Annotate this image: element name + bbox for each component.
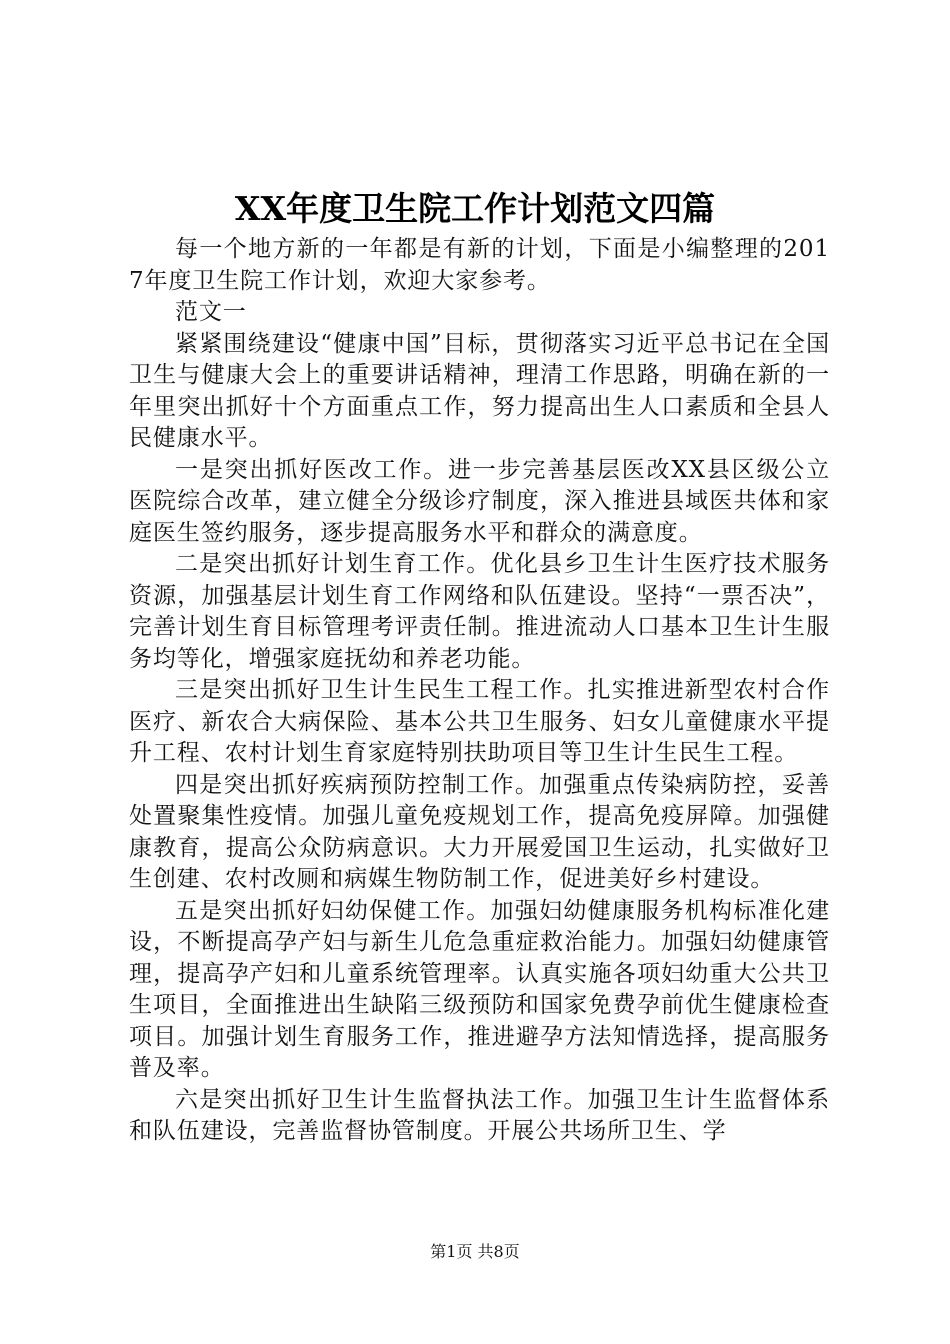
body-paragraph: 三是突出抓好卫生计生民生工程工作。扎实推进新型农村合作医疗、新农合大病保险、基本公共卫生服务、妇女儿童健康水平提升工程、农村计划生育家庭特别扶助项目等卫生计生民生工程。: [129, 677, 830, 766]
section-heading: 范文一: [175, 299, 247, 325]
body-paragraph: 五是突出抓好妇幼保健工作。加强妇幼健康服务机构标准化建设，不断提高孕产妇与新生儿危急重症救治能力。加强妇幼健康管理，提高孕产妇和儿童系统管理率。认真实施各项妇幼重大公共卫生项目，全面推进出生缺陷三级预防和国家免费孕前优生健康检查项目。加强计划生育服务工作，推进避孕方法知情选择，提高服务普及率。: [129, 897, 830, 1081]
page-footer: 第1页 共8页: [430, 1242, 520, 1261]
intro-paragraph: 每一个地方新的一年都是有新的计划，下面是小编整理的2017年度卫生院工作计划，欢迎大家参考。: [129, 236, 830, 294]
document-body: [129, 234, 830, 1148]
body-paragraph: 二是突出抓好计划生育工作。优化县乡卫生计生医疗技术服务资源，加强基层计划生育工作网络和队伍建设。坚持“一票否决”，完善计划生育目标管理考评责任制。推进流动人口基本卫生计生服务均等化，增强家庭抚幼和养老功能。: [129, 551, 830, 672]
body-paragraph: 紧紧围绕建设“健康中国”目标，贯彻落实习近平总书记在全国卫生与健康大会上的重要讲话精神，理清工作思路，明确在新的一年里突出抓好十个方面重点工作，努力提高出生人口素质和全县人民健康水平。: [129, 330, 830, 451]
document-title: XX年度卫生院工作计划范文四篇: [234, 189, 716, 228]
body-paragraph: 六是突出抓好卫生计生监督执法工作。加强卫生计生监督体系和队伍建设，完善监督协管制度。开展公共场所卫生、学: [129, 1086, 830, 1144]
body-paragraph: 四是突出抓好疾病预防控制工作。加强重点传染病防控，妥善处置聚集性疫情。加强儿童免疫规划工作，提高免疫屏障。加强健康教育，提高公众防病意识。大力开展爱国卫生运动，扎实做好卫生创建、农村改厕和病媒生物防制工作，促进美好乡村建设。: [129, 771, 830, 892]
body-paragraph: 一是突出抓好医改工作。进一步完善基层医改XX县区级公立医院综合改革，建立健全分级诊疗制度，深入推进县域医共体和家庭医生签约服务，逐步提高服务水平和群众的满意度。: [129, 456, 830, 546]
